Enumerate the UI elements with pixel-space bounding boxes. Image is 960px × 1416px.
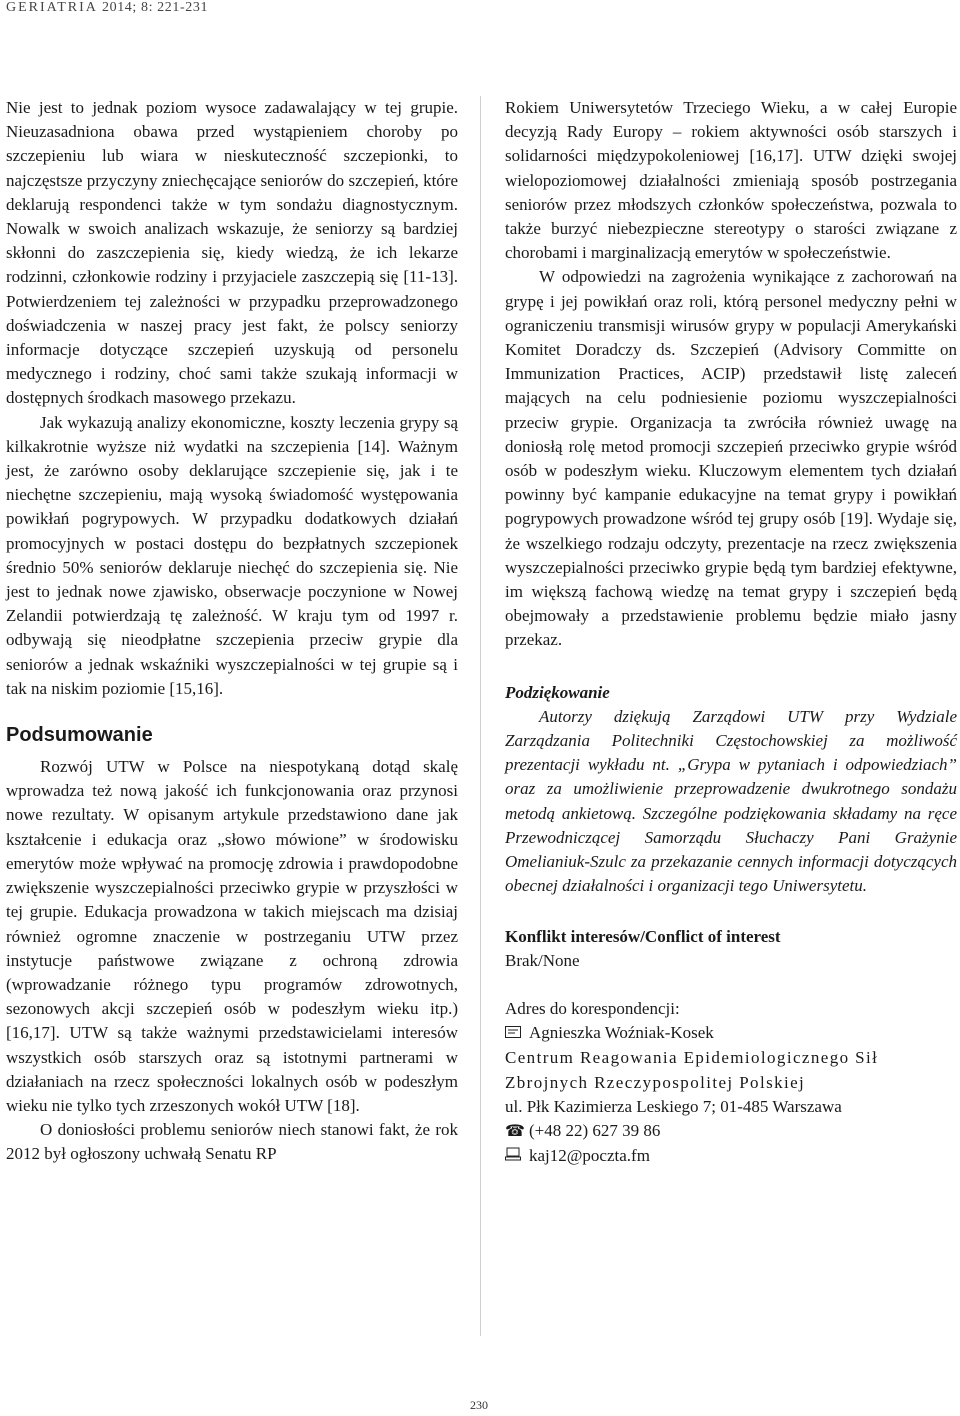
paragraph: Nie jest to jednak poziom wysoce zadawalający w tej grupie. Nieuzasadniona obawa przed wystąpieniem choroby po szczepieniu lub wiara w nieskuteczność szczepionki, to najczęstsze przyczyny zniechęcające seniorów do szczepień, które deklarują respondenci także w tym sondażu diagnostycznym. Nowalk w swoich analizach wskazuje, że seniorzy są bardziej skłonni do zaszczepienia się, kiedy wiedzą, że ich lekarze rodzinni, członkowie rodziny i przyjaciele zaszczepią się [11-13]. Potwierdzeniem tej zależności w przypadku przeprowadzonego doświadczenia w naszej pracy jest fakt, że polscy seniorzy informacje dotyczące szczepień uzyskują od personelu medycznego i rodziny, choć sami także szukają informacji w dostępnych środkach masowego przekazu. <box>6 98 458 408</box>
column-divider <box>480 96 481 1336</box>
address-email-line <box>505 1144 957 1169</box>
paragraph: Rozwój UTW w Polsce na niespotykaną dotąd skalę wprowadza też nową jakość ich funkcjonowania oraz przynosi nowe rezultaty. W opisanym artykule przedstawiono dane jak kształcenie i edukacja oraz „słowo mówione” w środowisku emerytów może wpływać na promocję zdrowia i prawdopodobne zwiększenie wyszczepialności przeciwko grypie w przyszłości w tej grupie. Edukacja prowadzona w takich miejscach ma dzisiaj również ogromne znaczenie w postrzeganiu UTW przez instytucje państwowe związane z ochroną zdrowia (wprowadzanie różnego typu programów zdrowotnych, sezonowych akcji szczepień osób w podeszłym wieku itp.) [16,17]. UTW są także ważnymi przedstawicielami interesów wszystkich osób starszych oraz są istotnymi partnerami w działaniach na rzecz społeczności lokalnych osób w podeszłym wieku nie tylko tych zrzeszonych wokół UTW [18]. <box>6 757 458 1115</box>
address-label: Adres do korespondencji: <box>505 998 680 1018</box>
spacer <box>505 973 957 997</box>
phone-icon: ☎ <box>505 1122 525 1140</box>
envelope-icon <box>505 1022 523 1046</box>
page-number: 230 <box>470 1398 488 1412</box>
running-header <box>6 0 208 16</box>
paragraph: W odpowiedzi na zagrożenia wynikające z zachorowań na grypę i jej powikłań oraz roli, którą personel medyczny pełni w ograniczeniu transmisji wirusów grypy w populacji Amerykański Komitet Doradczy ds. Szczepień (Advisory Committe on Immunization Practices, ACIP) przedstawił listę zaleceń mających na celu podniesienie poziomu wyszczepialności przeciw grypie. Organizacja ta zwróciła również uwagę na doniosłą rolę metod promocji szczepień przeciwko grypie wśród osób w podeszłym wieku. Kluczowym elementem tych działań powinny być kampanie edukacyjne na temat grypy i powikłań pogrypowych prowadzone wśród tej grupy osób [19]. Wydaje się, że wszelkiego rodzaju odczyty, prezentacje na rzecz zwiększenia wyszczepialności przeciwko grypie będą tym bardziej efektywne, im większą fachową wiedzę na temat grypy i szczepień będą obejmowały a przedstawienie problemu będzie miało jasny przekaz. <box>505 267 957 650</box>
citation: 2014; 8: 221-231 <box>102 0 209 15</box>
section-heading: Podsumowanie <box>6 724 153 747</box>
left-column <box>6 96 458 1167</box>
address-phone-line <box>505 1119 957 1144</box>
address-name-line <box>505 1021 957 1046</box>
paragraph: Rokiem Uniwersytetów Trzeciego Wieku, a w całej Europie decyzją Rady Europy – rokiem aktywności osób starszych i solidarności międzypokoleniowej [16,17]. UTW dzięki swojej wielopoziomowej działalności zmieniają sposób postrzegania seniorów przez młodszych członków społeczeństwa, pozwala to także burzyć niebezpieczne stereotypy o starości związane z chorobami i marginalizacją emerytów w społeczeństwie. <box>505 98 957 263</box>
conflict-value: Brak/None <box>505 950 580 970</box>
address-email[interactable]: kaj12@poczta.fm <box>529 1146 650 1166</box>
acknowledgement-text: Autorzy dziękują Zarządowi UTW przy Wydziale Zarządzania Politechniki Częstochowskiej za możliwość prezentacji wykładu nt. „Grypa w pytaniach i odpowiedziach” oraz za umożliwienie przeprowadzenie dwukrotnego sondażu metodą ankietową. Szczególne podziękowania składamy na ręce Przewodniczącej Samorządu Słuchaczy Pani Grażynie Omelianiuk-Szulc za przekazanie cennych informacji dotyczących obecnej działalności i organizacji tego Uniwersytetu. <box>505 706 957 896</box>
conflict-heading: Konflikt interesów/Conflict of interest <box>505 926 781 946</box>
paragraph: Jak wykazują analizy ekonomiczne, koszty leczenia grypy są kilkakrotnie wyższe niż wydatki na szczepienia [14]. Ważnym jest, że zarówno osoby deklarujące szczepienie się, jak i te niechętne szczepieniu, mają wysoką świadomość występowania powikłań pogrypowych. W przypadku dodatkowych działań promocyjnych w postaci dostępu do bezpłatnych szczepionek średnio 50% seniorów deklaruje niechęć do szczepienia się. Nie jest to jednak nowe zjawisko, obserwacje poczynione w Nowej Zelandii potwierdzają tę zależność. W kraju tym od 1997 r. odbywają się nieodpłatne szczepienia przeciw grypie dla seniorów a jednak wskaźniki wyszczepialności w tej grupie są i tak na niskim poziomie [15,16]. <box>6 412 458 698</box>
right-column <box>505 96 957 1169</box>
address-phone: (+48 22) 627 39 86 <box>529 1120 661 1140</box>
acknowledgement-heading: Podziękowanie <box>505 682 610 702</box>
address-org: Centrum Reagowania Epidemiologicznego Sił Zbrojnych Rzeczypospolitej Polskiej <box>505 1048 879 1092</box>
paragraph: O doniosłości problemu seniorów niech stanowi fakt, że rok 2012 był ogłoszony uchwałą Senatu RP <box>6 1120 458 1164</box>
computer-icon <box>505 1145 523 1169</box>
address-street: ul. Płk Kazimierza Leskiego 7; 01-485 Warszawa <box>505 1096 842 1116</box>
journal-name: GERIATRIA <box>6 0 98 15</box>
address-name: Agnieszka Woźniak-Kosek <box>529 1023 714 1043</box>
